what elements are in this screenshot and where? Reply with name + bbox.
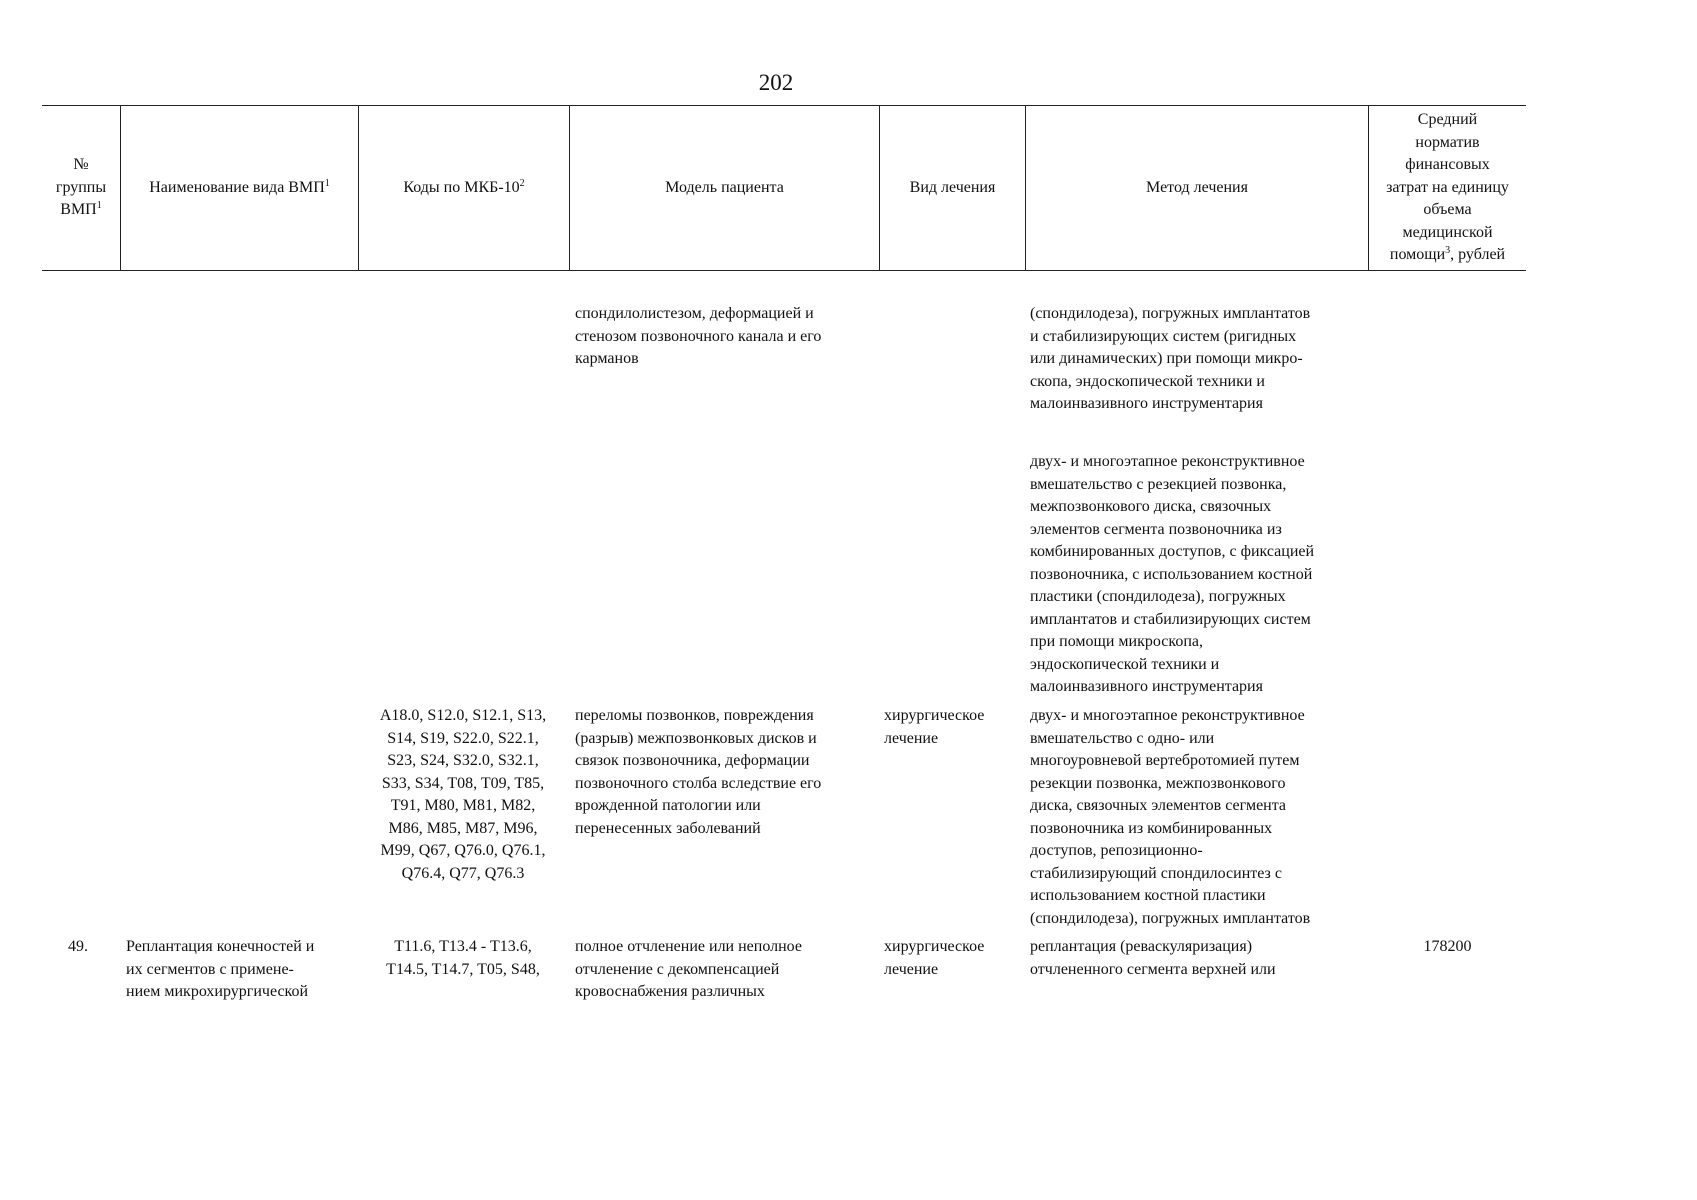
- header-treatment-type: Вид лечения: [909, 178, 996, 196]
- header-average-cost: Средний норматив финансовых затрат на единицу объема медицинской помощи$^3$, рублей: [1386, 111, 1509, 264]
- row-3-patient-model: переломы позвонков, повреждения (разрыв) межпозвонковых дисков и связок позвоночника, деформации позвоночного столба вследствие его врожденной патологии или перенесенных заболеваний: [575, 707, 822, 837]
- row-3-treatment-method: двух- и многоэтапное реконструктивное вмешательство с одно- или многоуровневой вертебротомией путем резекции позвонка, межпозвонкового диска, связочных элементов сегмента позвоночника из комбинированных доступов, репозиционно- стабилизирующий спондилосинтез с использованием костной пластики (спондилодеза), погружных имплантатов: [1030, 707, 1311, 927]
- header-group-no: № группы ВМП$^1$: [55, 156, 107, 219]
- row-4-patient-model: полное отчленение или неполное отчленение с декомпенсацией кровоснабжения различных: [575, 938, 802, 1000]
- row-4-group-number: 49.: [68, 938, 88, 955]
- row-4-treatment-type: хирургическое лечение: [884, 938, 985, 978]
- page-number: 202: [758, 70, 794, 95]
- row-3-treatment-type: хирургическое лечение: [884, 707, 985, 747]
- header-vmp-name: Наименование вида ВМП$^1$: [149, 177, 330, 196]
- row-4-vmp-name: Реплантация конечностей и их сегментов с примене- нием микрохирургической: [126, 938, 315, 1000]
- row-4-treatment-method: реплантация (реваскуляризация) отчлененного сегмента верхней или: [1030, 938, 1276, 978]
- header-bottom-rule: [42, 270, 1526, 271]
- table-top-rule: [42, 105, 1526, 106]
- row-2-treatment-method: двух- и многоэтапное реконструктивное вмешательство с резекцией позвонка, межпозвонкового диска, связочных элементов сегмента позвоночника из комбинированных доступов, с фиксацией позвоночника, с использованием костной пластики (спондилодеза), погружных имплантатов и стабилизирующих систем при помощи микроскопа, эндоскопической техники и малоинвазивного инструментария: [1030, 453, 1315, 695]
- header-treatment-method: Метод лечения: [1146, 178, 1248, 196]
- header-patient-model: Модель пациента: [665, 178, 784, 196]
- row-4-icd-codes: T11.6, T13.4 - T13.6, T14.5, T14.7, T05, S48,: [386, 938, 540, 978]
- row-1-treatment-method: (спондилодеза), погружных имплантатов и стабилизирующих систем (ригидных или динамических) при помощи микро- скопа, эндоскопической техники и малоинвазивного инструментария: [1030, 305, 1311, 412]
- row-1-patient-model: спондилолистезом, деформацией и стенозом позвоночного канала и его карманов: [575, 305, 822, 367]
- header-icd-codes: Коды по МКБ-$10^2$: [403, 177, 525, 196]
- row-4-average-cost: 178200: [1423, 938, 1472, 955]
- row-3-icd-codes: A18.0, S12.0, S12.1, S13, S14, S19, S22.0, S22.1, S23, S24, S32.0, S32.1, S33, S34, T08, T09, T85, T91, M80, M81, M82, M86, M85, M87, M96, M99, Q67, Q76.0, Q76.1, Q76.4, Q77, Q76.3: [379, 707, 547, 882]
